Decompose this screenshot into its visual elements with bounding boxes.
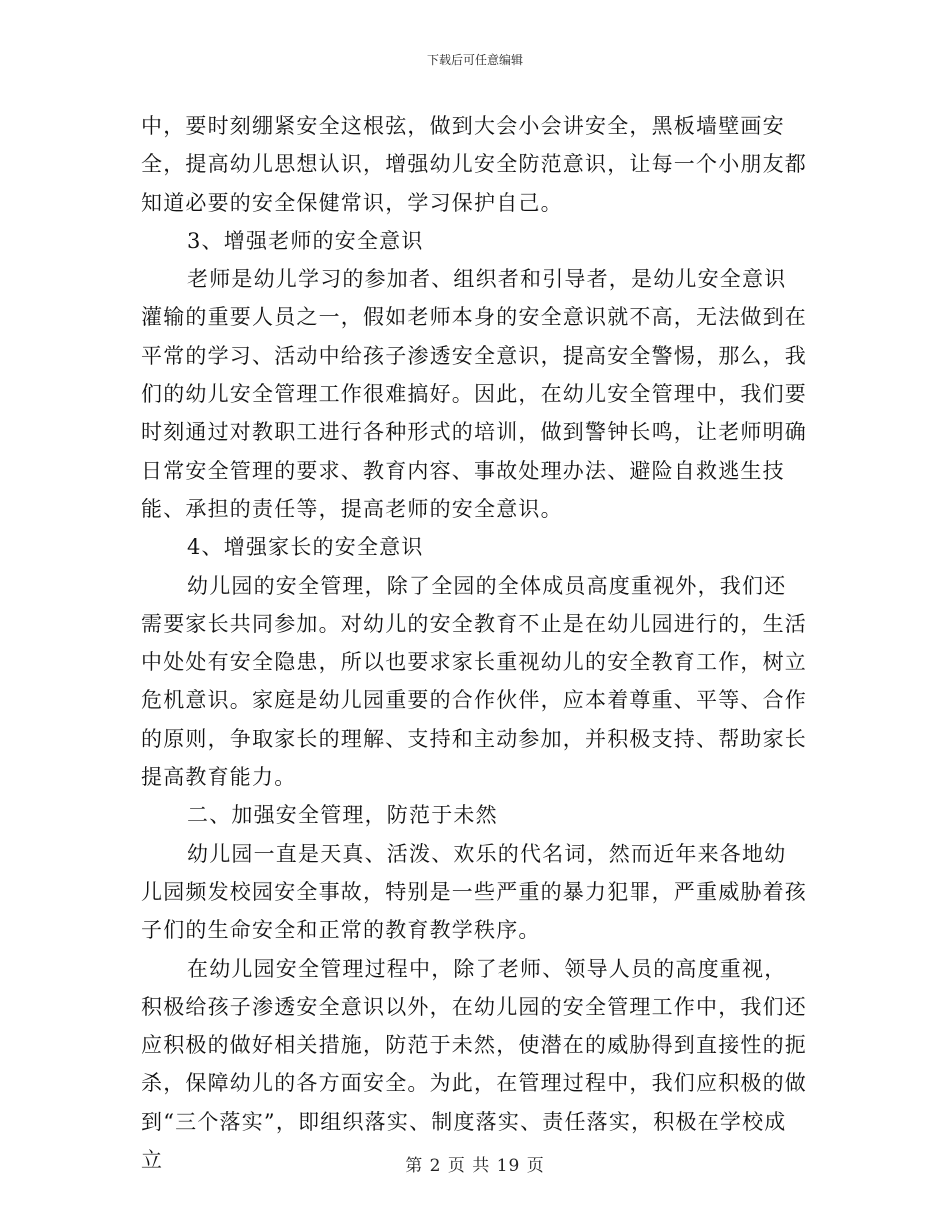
body-paragraph: 老师是幼儿学习的参加者、组织者和引导者，是幼儿安全意识灌输的重要人员之一，假如老师本身的安全意识就不高，无法做到在平常的学习、活动中给孩子渗透安全意识，提高安全警惕，那么，我们的幼儿安全管理工作很难搞好。因此，在幼儿安全管理中，我们要时刻通过对教职工进行各种形式的培训，做到警钟长鸣，让老师明确日常安全管理的要求、教育内容、事故处理办法、避险自救逃生技能、承担的责任等，提高老师的安全意识。	[141, 267, 807, 521]
section-heading: 二、加强安全管理，防范于未然	[187, 803, 498, 828]
body-paragraph: 在幼儿园安全管理过程中，除了老师、领导人员的高度重视，积极给孩子渗透安全意识以外，在幼儿园的安全管理工作中，我们还应积极的做好相关措施，防范于未然，使潜在的威胁得到直接性的扼杀，保障幼儿的各方面安全。为此，在管理过程中，我们应积极的做到“三个落实”，即组织落实、制度落实、责任落实，积极在学校成立	[141, 956, 807, 1173]
section-heading: 3、增强老师的安全意识	[187, 228, 424, 253]
section-heading: 4、增强家长的安全意识	[187, 535, 424, 560]
page-header-note: 下载后可任意编辑	[426, 53, 523, 67]
body-paragraph: 幼儿园的安全管理，除了全园的全体成员高度重视外，我们还需要家长共同参加。对幼儿的安全教育不止是在幼儿园进行的，生活中处处有安全隐患，所以也要求家长重视幼儿的安全教育工作，树立危机意识。家庭是幼儿园重要的合作伙伴，应本着尊重、平等、合作的原则，争取家长的理解、支持和主动参加，并积极支持、帮助家长提高教育能力。	[141, 573, 807, 790]
body-paragraph: 中，要时刻绷紧安全这根弦，做到大会小会讲安全，黑板墙壁画安全，提高幼儿思想认识，增强幼儿安全防范意识，让每一个小朋友都知道必要的安全保健常识，学习保护自己。	[141, 114, 807, 215]
page-number: 第 2 页 共 19 页	[405, 1156, 545, 1176]
body-paragraph: 幼儿园一直是天真、活泼、欢乐的代名词，然而近年来各地幼儿园频发校园安全事故，特别是一些严重的暴力犯罪，严重威胁着孩子们的生命安全和正常的教育教学秩序。	[141, 841, 807, 943]
document-body	[141, 107, 807, 1179]
